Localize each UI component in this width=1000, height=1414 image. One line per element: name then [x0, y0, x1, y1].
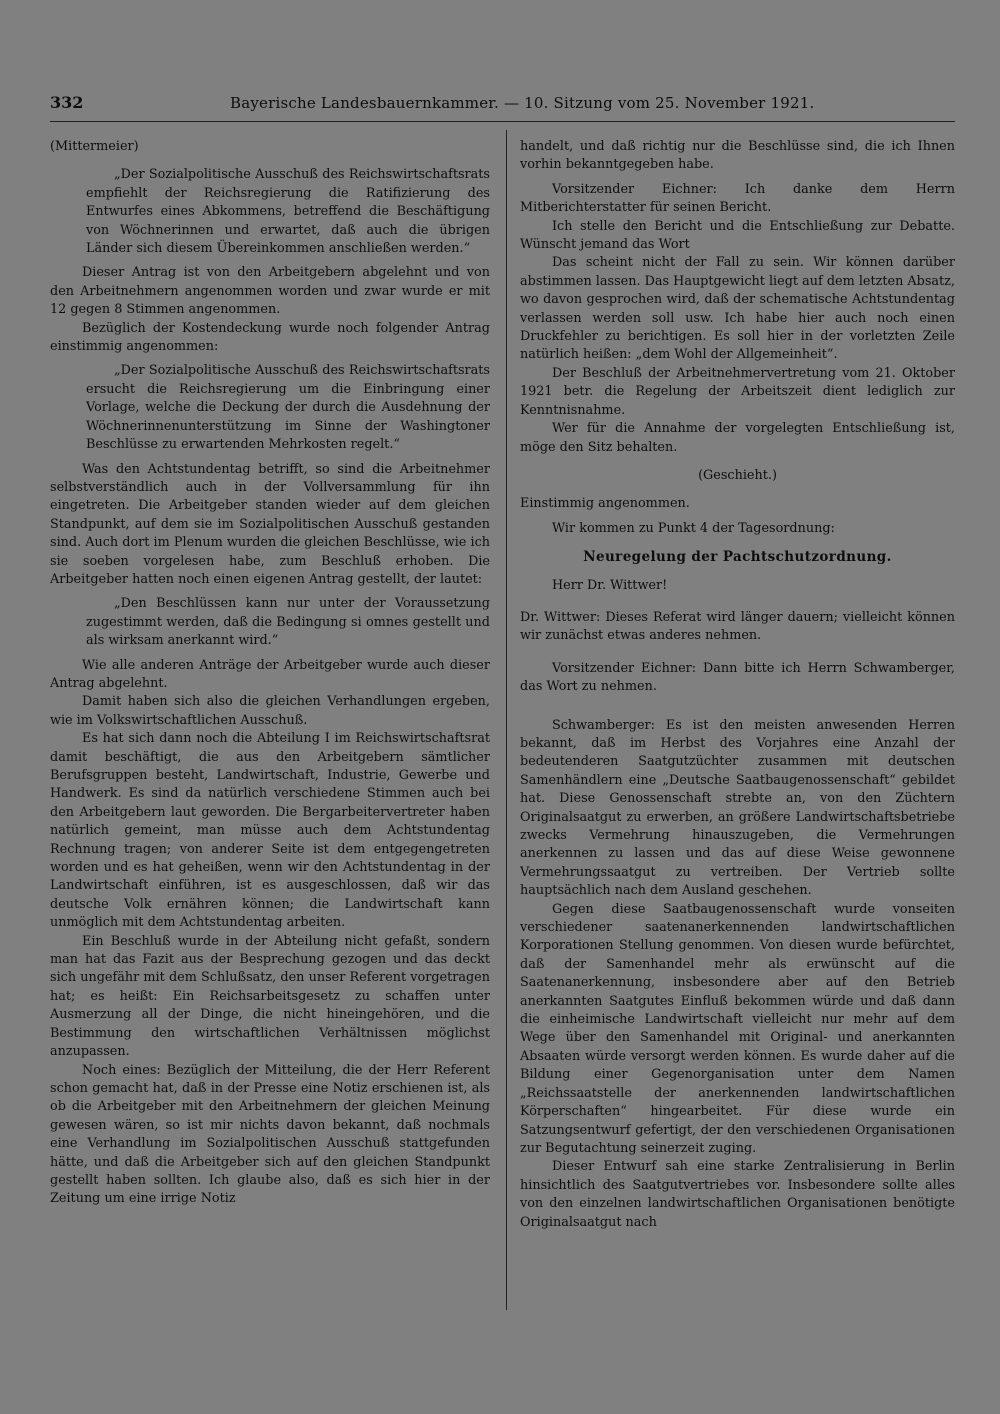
paragraph: Ein Beschluß wurde in der Abteilung nicht gefaßt, sondern man hat das Fazit aus der Besprechung gezogen und das deckt sich ungefähr mit dem Schlußsatz, den unser Referent vorgetragen hat; es heißt: Ein Reichsarbeitsgesetz zu schaffen unter Ausmerzung all der Dinge, die nicht hineingehören, und die Bestimmung den wirtschaftlichen Verhältnissen möglichst anzupassen. [50, 933, 490, 1060]
paragraph: Das scheint nicht der Fall zu sein. Wir können darüber abstimmen lassen. Das Hauptgewicht liegt auf dem letzten Absatz, wo davon gesprochen wird, daß der schematische Achtstundentag verlassen werden soll usw. Ich habe hier auch noch einen Druckfehler zu berichtigen. Es soll hier in der vorletzten Zeile natürlich heißen: „dem Wohl der Allgemeinheit“. [520, 255, 955, 363]
column-divider [506, 130, 507, 1310]
paragraph: Der Beschluß der Arbeitnehmervertretung vom 21. Oktober 1921 betr. die Regelung der Arbeitszeit dient lediglich zur Kenntnisnahme. [520, 365, 955, 418]
paragraph: Was den Achtstundentag betrifft, so sind die Arbeitnehmer selbstverständlich auch in der Vollversammlung für ihn eingetreten. Die Arbeitgeber standen wieder auf dem gleichen Standpunkt, auf dem sie im Sozialpolitischen Ausschuß gestanden sind. Auch dort im Plenum wurden die gleichen Beschlüsse, wie ich sie soeben vorgelesen habe, zum Beschluß erhoben. Die Arbeitgeber hatten noch einen eigenen Antrag gestellt, der lautet: [50, 461, 490, 587]
vote-result: Einstimmig angenommen. [520, 496, 690, 512]
agenda-heading: Neuregelung der Pachtschutzordnung. [583, 549, 892, 566]
right-column [520, 138, 955, 1232]
chair-remark: Vorsitzender Eichner: Ich danke dem Herrn Mitberichterstatter für seinen Bericht. [520, 181, 955, 216]
chair-remark: Vorsitzender Eichner: Dann bitte ich Herrn Schwamberger, das Wort zu nehmen. [520, 660, 955, 695]
quoted-motion: „Der Sozialpolitische Ausschuß des Reichswirtschaftsrats ersucht die Reichsregierung um die Einbringung einer Vorlage, welche die Deckung der durch die Ausdehnung der Wöchnerinnenunterstützung im Sinne der Washingtoner Beschlüsse zu erwartenden Mehrkosten regelt.“ [86, 363, 490, 453]
speech-paragraph: Schwamberger: Es ist den meisten anwesenden Herren bekannt, daß im Herbst des Vorjahres eine Anzahl der bedeutenderen Saatgutzüchter zusammen mit deutschen Samenhändlern eine „Deutsche Saatbaugenossenschaft“ gebildet hat. Diese Genossenschaft strebte an, von den Züchtern Originalsaatgut zu erwerben, an größere Landwirtschaftsbetriebe zwecks Vermehrung hinauszugeben, die Vermehrungen anerkennen zu lassen und das auf diese Weise gewonnene Vermehrungssaatgut zu vertreiben. Der Vertrieb sollte hauptsächlich nach dem Ausland geschehen. [520, 717, 955, 899]
stage-direction: (Geschieht.) [698, 467, 777, 483]
quoted-motion: „Der Sozialpolitische Ausschuß des Reichswirtschaftsrats empfiehlt der Reichsregierung die Ratifizierung des Entwurfes eines Abkommens, betreffend die Beschäftigung von Wöchnerinnen und erwartet, daß auch die übrigen Länder sich diesem Übereinkommen anschließen werden.“ [86, 167, 490, 257]
speaker-call: Herr Dr. Wittwer! [552, 577, 668, 593]
paragraph: Es hat sich dann noch die Abteilung I im Reichswirtschaftsrat damit beschäftigt, die aus den Arbeitgebern sämtlicher Berufsgruppen besteht, Landwirtschaft, Industrie, Gewerbe und Handwerk. Es sind da natürlich verschiedene Stimmen auch bei den Arbeitgebern laut geworden. Die Bergarbeitervertreter haben natürlich gemeint, man müsse auch dem Achtstundentag Rechnung tragen; von anderer Seite ist dem entgegengetreten worden und es hat geheißen, wenn wir den Achtstundentag in der Landwirtschaft einführen, ist es ausgeschlossen, daß wir das deutsche Volk ernähren können; die Landwirtschaft kann unmöglich mit dem Achtstundentag arbeiten. [50, 731, 490, 931]
paragraph: Dieser Antrag ist von den Arbeitgebern abgelehnt und von den Arbeitnehmern angenommen worden und zwar wurde er mit 12 gegen 8 Stimmen angenommen. [50, 265, 490, 318]
paragraph: Bezüglich der Kostendeckung wurde noch folgender Antrag einstimmig angenommen: [50, 320, 490, 355]
quoted-motion: „Den Beschlüssen kann nur unter der Voraussetzung zugestimmt werden, daß die Bedingung si omnes gestellt und als wirksam anerkannt wird.“ [86, 596, 490, 649]
paragraph: Wer für die Annahme der vorgelegten Entschließung ist, möge den Sitz behalten. [520, 421, 955, 455]
page-header [50, 92, 955, 118]
agenda-intro: Wir kommen zu Punkt 4 der Tagesordnung: [552, 520, 835, 536]
header-rule [50, 121, 955, 122]
speech-paragraph: Gegen diese Saatbaugenossenschaft wurde vonseiten verschiedener saatenanerkennenden landwirtschaftlichen Korporationen Stellung genommen. Von diesen wurde befürchtet, daß der Samenhandel mehr als erwünscht auf die Saatenanerkennung, insbesondere aber auf den Betrieb anerkannten Saatgutes Einfluß bekommen würde und daß dann die einheimische Landwirtschaft vielleicht nur mehr auf dem Wege über den Samenhandel mit Original- und anerkannten Absaaten würde versorgt werden können. Es wurde daher auf die Bildung einer Gegenorganisation unter dem Namen „Reichssaatstelle der anerkennenden landwirtschaftlichen Körperschaften“ hingearbeitet. Für diese wurde ein Satzungsentwurf gefertigt, der den verschiedenen Organisationen zur Begutachtung seinerzeit zuging. [520, 901, 955, 1156]
paragraph: Damit haben sich also die gleichen Verhandlungen ergeben, wie im Volkswirtschaftlichen Ausschuß. [50, 694, 490, 728]
paragraph: Noch eines: Bezüglich der Mitteilung, die der Herr Referent schon gemacht hat, daß in der Presse eine Notiz erschienen ist, als ob die Arbeitgeber mit den Arbeitnehmern der gleichen Meinung gewesen wären, so ist mir nichts davon bekannt, daß nochmals eine Verhandlung im Sozialpolitischen Ausschuß stattgefunden hätte, und daß die Arbeitgeber sich auf den gleichen Standpunkt gestellt haben sollten. Ich glaube also, daß es sich hier in der Zeitung um eine irrige Notiz [50, 1062, 490, 1207]
speaker-remark: Dr. Wittwer: Dieses Referat wird länger dauern; vielleicht können wir zunächst etwas anderes nehmen. [520, 609, 955, 644]
paragraph: Wie alle anderen Anträge der Arbeitgeber wurde auch dieser Antrag abgelehnt. [50, 657, 490, 691]
running-title: Bayerische Landesbauernkammer. — 10. Sitzung vom 25. November 1921. [230, 94, 815, 112]
left-column [50, 138, 490, 1209]
paragraph: handelt, und daß richtig nur die Beschlüsse sind, die ich Ihnen vorhin bekanntgegeben habe. [520, 139, 955, 173]
page-number: 332 [50, 93, 84, 112]
paragraph: Ich stelle den Bericht und die Entschließung zur Debatte. Wünscht jemand das Wort [520, 218, 955, 253]
speaker-attribution: (Mittermeier) [50, 139, 139, 154]
speech-paragraph: Dieser Entwurf sah eine starke Zentralisierung in Berlin hinsichtlich des Saatgutvertriebes vor. Insbesondere sollte alles von den einzelnen landwirtschaftlichen Organisationen benötigte Originalsaatgut nach [520, 1159, 955, 1230]
